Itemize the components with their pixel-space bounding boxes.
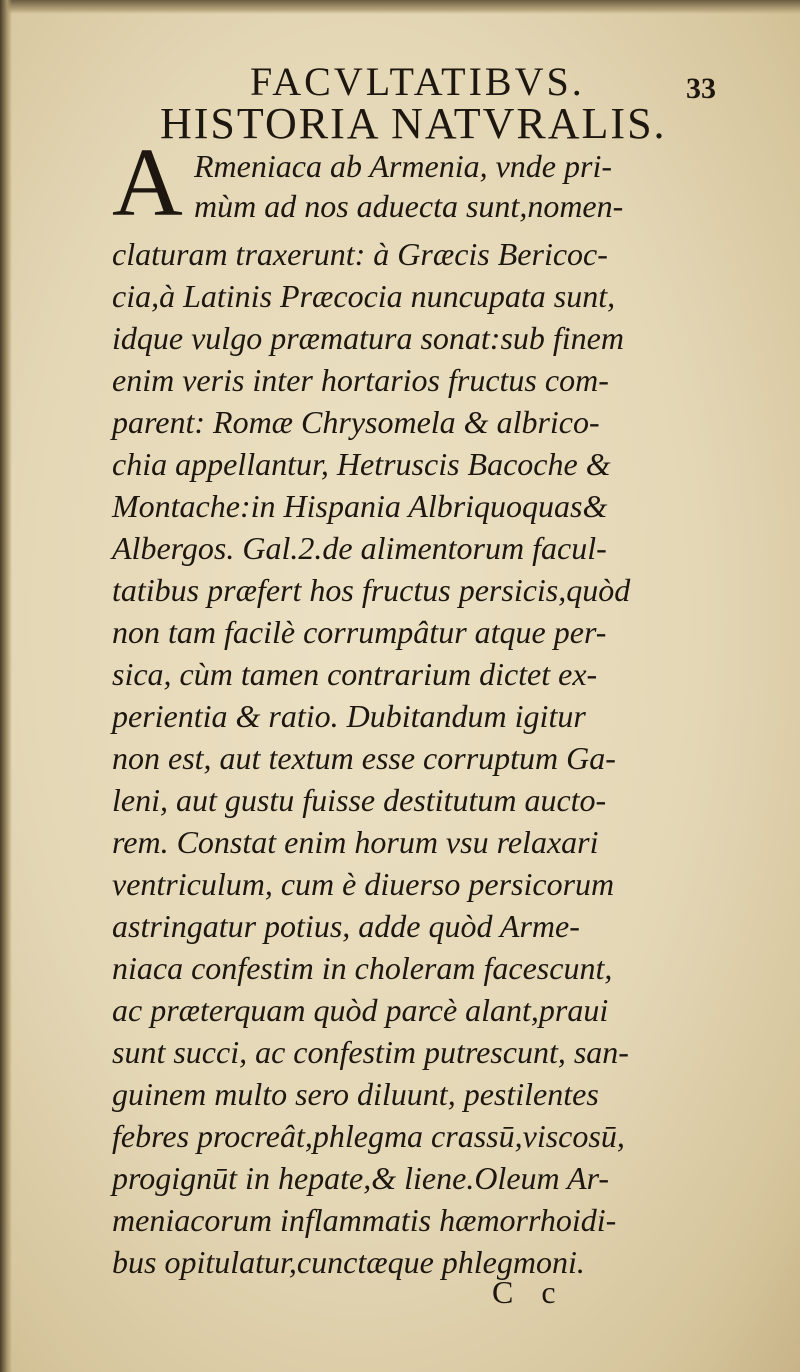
text-line: meniacorum inflammatis hæmorrhoidi-: [112, 1202, 617, 1238]
text-line: Rmeniaca ab Armenia, vnde pri-: [194, 148, 612, 184]
text-line: niaca confestim in choleram facescunt,: [112, 950, 613, 986]
text-line: mùm ad nos aduecta sunt,nomen-: [194, 188, 624, 224]
text-line: parent: Romæ Chrysomela & albrico-: [112, 404, 600, 440]
page-number: 33: [686, 72, 716, 105]
page-top-edge: [0, 0, 800, 14]
drop-cap: A: [112, 129, 183, 237]
text-line: enim veris inter hortarios fructus com-: [112, 362, 609, 398]
text-line: Montache:in Hispania Albriquoquas&: [112, 488, 608, 524]
text-line: chia appellantur, Hetruscis Bacoche &: [112, 446, 611, 482]
text-line: sica, cùm tamen contrarium dictet ex-: [112, 656, 598, 692]
text-line: claturam traxerunt: à Græcis Bericoc-: [112, 236, 608, 272]
text-line: ac præterquam quòd parcè alant,praui: [112, 992, 609, 1028]
text-line: Albergos. Gal.2.de alimentorum facul-: [112, 530, 607, 566]
text-line: astringatur potius, adde quòd Arme-: [112, 908, 580, 944]
text-line: non tam facilè corrumpâtur atque per-: [112, 614, 607, 650]
text-line: perientia & ratio. Dubitandum igitur: [112, 698, 586, 734]
text-line: guinem multo sero diluunt, pestilentes: [112, 1076, 599, 1112]
text-line: ventriculum, cum è diuerso persicorum: [112, 866, 615, 902]
text-line: cia,à Latinis Præcocia nuncupata sunt,: [112, 278, 616, 314]
text-line: rem. Constat enim horum vsu relaxari: [112, 824, 599, 860]
text-line: leni, aut gustu fuisse destitutum aucto-: [112, 782, 607, 818]
page-binding-edge: [0, 0, 12, 1372]
signature-mark: C c: [492, 1274, 566, 1310]
text-line: non est, aut textum esse corruptum Ga-: [112, 740, 616, 776]
text-line: idque vulgo præmatura sonat:sub finem: [112, 320, 624, 356]
section-title: HISTORIA NATVRALIS.: [160, 99, 667, 148]
text-line: febres procreât,phlegma crassū,viscosū,: [112, 1118, 625, 1154]
text-line: progignūt in hepate,& liene.Oleum Ar-: [112, 1160, 610, 1196]
text-line: sunt succi, ac confestim putrescunt, san-: [112, 1034, 629, 1070]
text-line: bus opitulatur,cunctæque phlegmoni.: [112, 1244, 585, 1280]
running-title: FACVLTATIBVS.: [250, 59, 585, 104]
text-line: tatibus præfert hos fructus persicis,quòd: [112, 572, 631, 608]
